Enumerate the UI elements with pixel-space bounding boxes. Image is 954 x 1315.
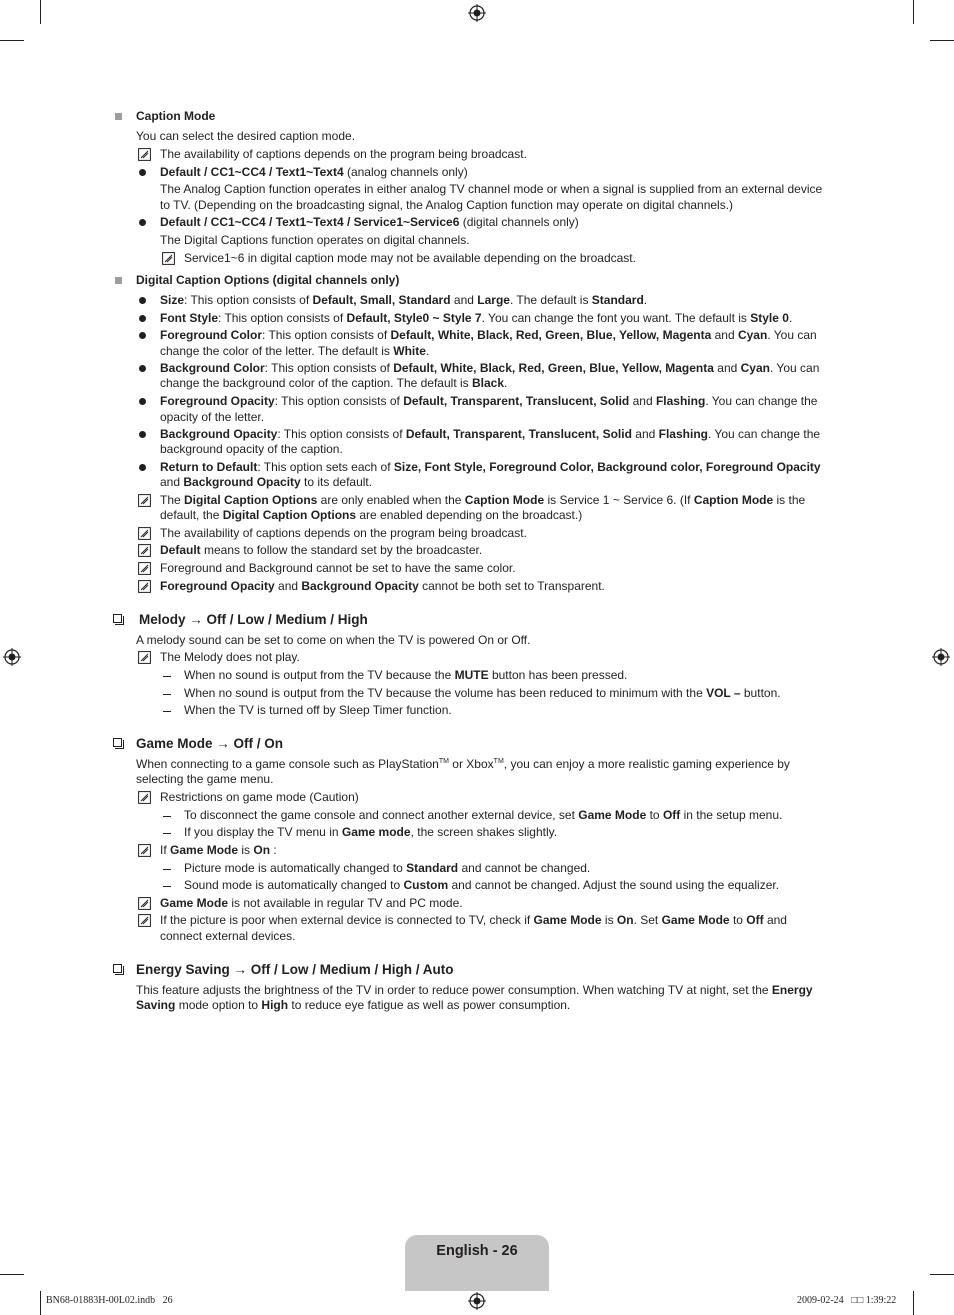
note-icon: [138, 148, 151, 161]
melody-heading: Melody → Off / Low / Medium / High: [139, 612, 368, 627]
bullet-icon: [139, 464, 146, 471]
melody-condition: When the TV is turned off by Sleep Timer function.: [184, 703, 452, 717]
bullet-icon: [139, 398, 146, 405]
dash-bullet-icon: [163, 694, 171, 695]
option-foreground-opacity: opacity of the letter.: [160, 410, 265, 424]
option-foreground-opacity: Foreground Opacity: This option consists of Default, Transparent, Translucent, Solid and Flashing. You can change the: [160, 394, 818, 408]
dash-bullet-icon: [163, 833, 171, 834]
option-background-color: change the background color of the caption. The default is Black.: [160, 376, 508, 390]
note-text: default, the Digital Caption Options are enabled depending on the broadcast.): [160, 508, 583, 522]
bullet-icon: [139, 431, 146, 438]
crop-mark: [913, 1291, 914, 1315]
option-return-to-default: and Background Opacity to its default.: [160, 475, 373, 489]
bullet-icon: [139, 297, 146, 304]
crop-mark: [40, 0, 41, 24]
bullet-icon: [139, 365, 146, 372]
crop-mark: [930, 1274, 954, 1275]
note-text: The availability of captions depends on the program being broadcast.: [160, 526, 527, 540]
note-icon: [138, 651, 151, 664]
game-mode-effect: Picture mode is automatically changed to Standard and cannot be changed.: [184, 861, 591, 875]
crop-mark: [930, 40, 954, 41]
bullet-icon: [139, 219, 146, 226]
note-icon: [138, 897, 151, 910]
note-text: Service1~6 in digital caption mode may not be available depending on the broadcast.: [184, 251, 636, 265]
note-icon: [138, 791, 151, 804]
crop-mark: [0, 40, 24, 41]
note-icon: [138, 494, 151, 507]
dash-bullet-icon: [163, 711, 171, 712]
melody-intro: A melody sound can be set to come on when the TV is powered On or Off.: [136, 633, 531, 647]
square-bullet-icon: [115, 277, 122, 284]
energy-saving-heading: Energy Saving → Off / Low / Medium / High / Auto: [136, 962, 454, 977]
bullet-icon: [139, 332, 146, 339]
caption-mode-heading: Caption Mode: [136, 109, 216, 123]
note-text: The Digital Caption Options are only enabled when the Caption Mode is Service 1 ~ Service 6. (If Caption Mode is the: [160, 493, 806, 507]
note-text: Game Mode is not available in regular TV and PC mode.: [160, 896, 463, 910]
dash-bullet-icon: [163, 869, 171, 870]
checkbox-bullet-icon: [113, 738, 122, 747]
game-mode-heading: Game Mode → Off / On: [136, 736, 284, 751]
analog-caption-desc: to TV. (Depending on the broadcasting signal, the Analog Caption function may operate on digital channels.): [160, 198, 734, 212]
checkbox-bullet-icon: [113, 614, 122, 623]
note-icon: [162, 252, 175, 265]
square-bullet-icon: [115, 113, 122, 120]
note-icon: [138, 544, 151, 557]
checkbox-bullet-icon: [113, 964, 122, 973]
option-return-to-default: Return to Default: This option sets each of Size, Font Style, Foreground Color, Background color, Foreground Opacity: [160, 460, 821, 474]
option-background-opacity: Background Opacity: This option consists of Default, Transparent, Translucent, Solid and Flashing. You can change the: [160, 427, 821, 441]
melody-condition: When no sound is output from the TV because the MUTE button has been pressed.: [184, 668, 628, 682]
note-text: Foreground and Background cannot be set to have the same color.: [160, 561, 516, 575]
note-text: The availability of captions depends on the program being broadcast.: [160, 147, 527, 161]
page-number: English - 26: [436, 1243, 518, 1259]
bullet-icon: [139, 169, 146, 176]
digital-caption-options-heading: Digital Caption Options (digital channels only): [136, 273, 400, 287]
crop-mark: [40, 1291, 41, 1315]
print-file-info: BN68-01883H-00L02.indb 26: [46, 1295, 173, 1306]
note-text: Restrictions on game mode (Caution): [160, 790, 359, 804]
registration-mark-icon: [3, 648, 21, 666]
caption-mode-intro: You can select the desired caption mode.: [136, 129, 356, 143]
note-icon: [138, 527, 151, 540]
note-text: Default means to follow the standard set by the broadcaster.: [160, 543, 483, 557]
registration-mark-icon: [932, 648, 950, 666]
crop-mark: [0, 1274, 24, 1275]
dash-bullet-icon: [163, 886, 171, 887]
game-mode-intro: selecting the game menu.: [136, 772, 274, 786]
note-text: Foreground Opacity and Background Opacity cannot be both set to Transparent.: [160, 579, 605, 593]
note-icon: [138, 914, 151, 927]
registration-mark-icon: [468, 4, 486, 22]
note-text: connect external devices.: [160, 929, 296, 943]
note-text: The Melody does not play.: [160, 650, 300, 664]
melody-condition: When no sound is output from the TV because the volume has been reduced to minimum with the VOL – button.: [184, 686, 781, 700]
option-foreground-color: change the color of the letter. The default is White.: [160, 344, 430, 358]
energy-saving-desc: Saving mode option to High to reduce eye fatigue as well as power consumption.: [136, 998, 571, 1012]
print-date-info: 2009-02-24 □□ 1:39:22: [797, 1295, 897, 1306]
game-mode-effect: Sound mode is automatically changed to Custom and cannot be changed. Adjust the sound using the equalizer.: [184, 878, 780, 892]
note-text: If Game Mode is On :: [160, 843, 277, 857]
game-mode-intro: When connecting to a game console such as PlayStation™ or Xbox™, you can enjoy a more realistic gaming experience by: [136, 757, 790, 771]
dash-bullet-icon: [163, 816, 171, 817]
analog-caption-desc: The Analog Caption function operates in either analog TV channel mode or when a signal is supplied from an external device: [160, 182, 823, 196]
registration-mark-icon: [468, 1292, 486, 1310]
note-icon: [138, 844, 151, 857]
option-background-opacity: background opacity of the caption.: [160, 442, 343, 456]
note-icon: [138, 580, 151, 593]
dash-bullet-icon: [163, 676, 171, 677]
note-icon: [138, 562, 151, 575]
energy-saving-desc: This feature adjusts the brightness of the TV in order to reduce power consumption. When watching TV at night, set the Energy: [136, 983, 813, 997]
bullet-icon: [139, 315, 146, 322]
digital-caption-option: Default / CC1~CC4 / Text1~Text4 / Service1~Service6 (digital channels only): [160, 215, 579, 229]
note-text: If the picture is poor when external device is connected to TV, check if Game Mode is On. Set Game Mode to Off and: [160, 913, 787, 927]
analog-caption-option: Default / CC1~CC4 / Text1~Text4 (analog channels only): [160, 165, 468, 179]
option-background-color: Background Color: This option consists of Default, White, Black, Red, Green, Blue, Yellow, Magenta and Cyan. You can: [160, 361, 820, 375]
crop-mark: [913, 0, 914, 24]
option-font-style: Font Style: This option consists of Default, Style0 ~ Style 7. You can change the font you want. The default is Style 0.: [160, 311, 793, 325]
option-size: Size: This option consists of Default, Small, Standard and Large. The default is Standard.: [160, 293, 648, 307]
game-mode-restriction: To disconnect the game console and connect another external device, set Game Mode to Off in the setup menu.: [184, 808, 783, 822]
game-mode-restriction: If you display the TV menu in Game mode, the screen shakes slightly.: [184, 825, 558, 839]
option-foreground-color: Foreground Color: This option consists of Default, White, Black, Red, Green, Blue, Yellow, Magenta and Cyan. You can: [160, 328, 817, 342]
digital-caption-desc: The Digital Captions function operates on digital channels.: [160, 233, 470, 247]
